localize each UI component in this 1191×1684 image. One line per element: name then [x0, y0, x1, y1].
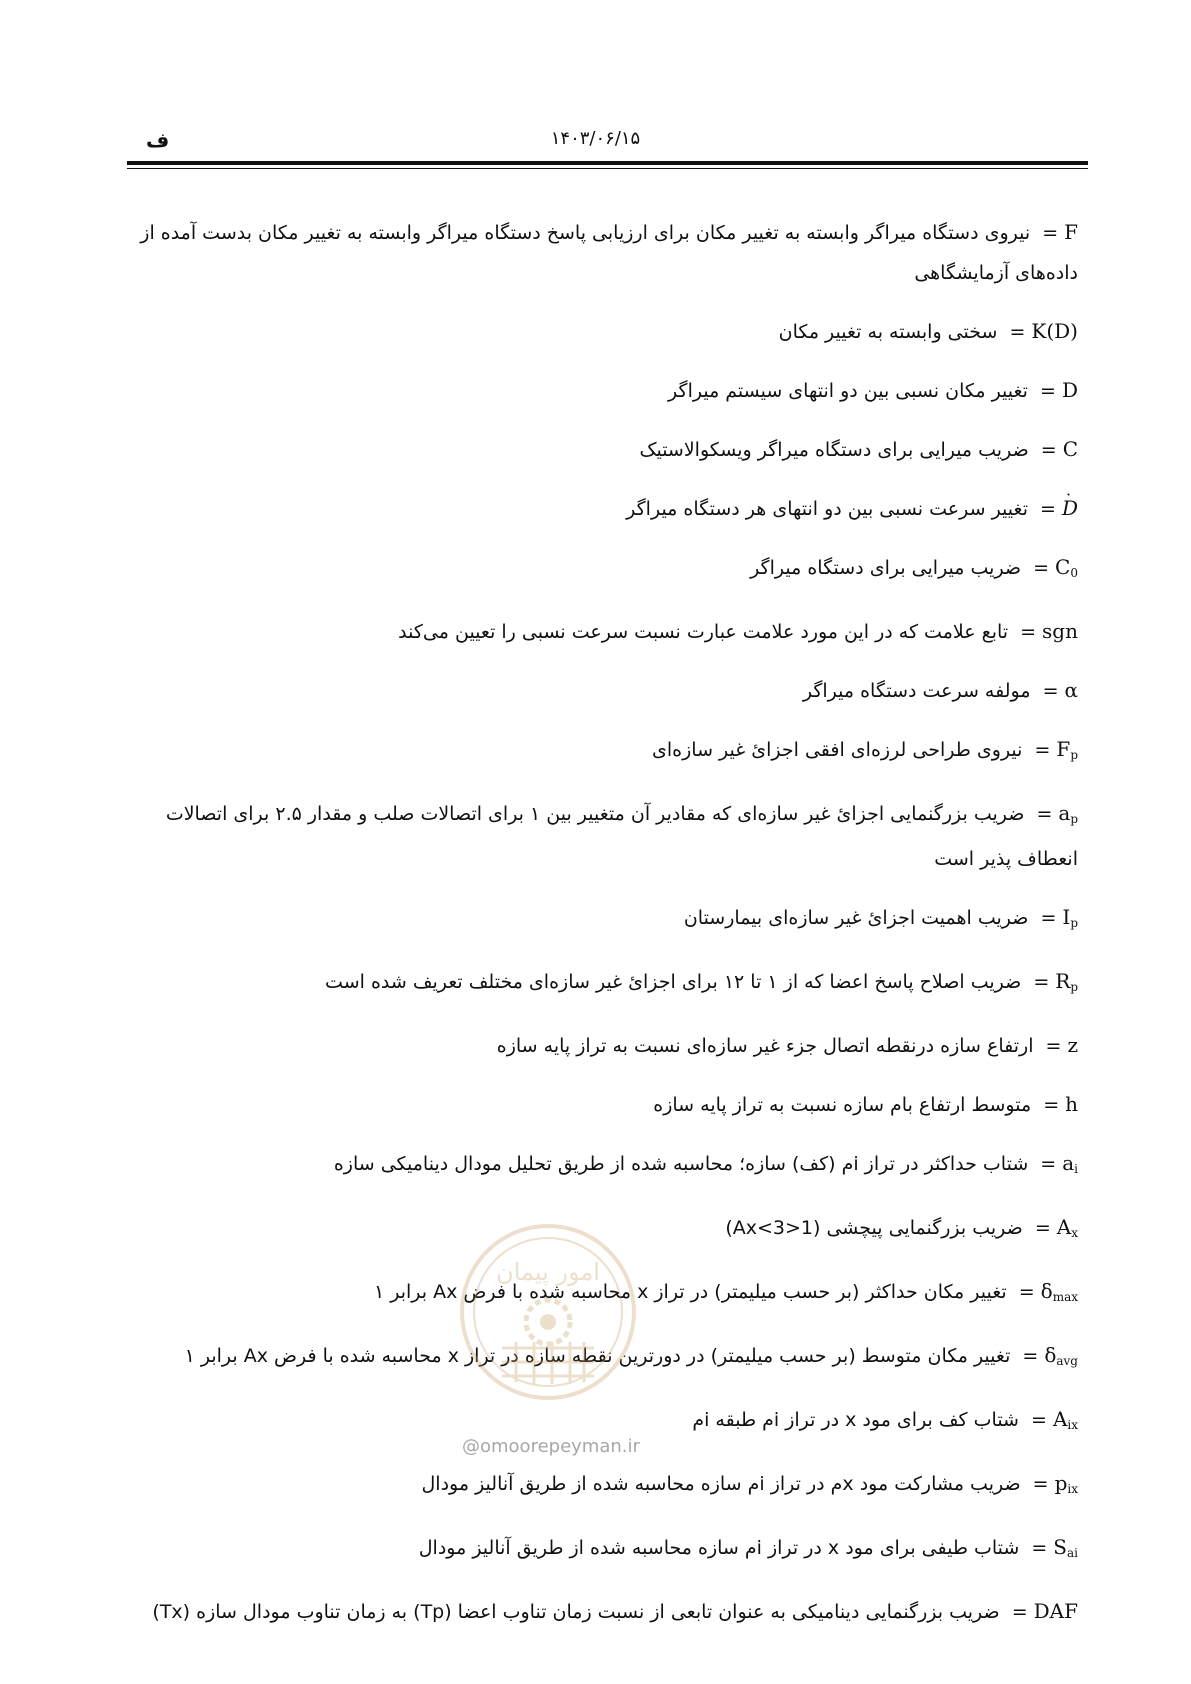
symbol: K(D) [1031, 319, 1078, 343]
symbol: $A_x$ [1056, 1215, 1078, 1240]
definition-sai: $S_{ai}=$ شتاب طیفی برای مود x در تراز iم سازه محاسبه شده از طریق آنالیز مودال [140, 1527, 1078, 1573]
definition-daf: DAF= ضریب بزرگنمایی دینامیکی به عنوان تابعی از نسبت زمان تناوب اعضا (Tp) به زمان تناوب مودال سازه (Tx) [140, 1591, 1078, 1632]
definition-text: مولفه سرعت دستگاه میراگر [802, 680, 1031, 702]
symbol: F [1064, 220, 1078, 244]
definition-text: ارتفاع سازه درنقطه اتصال جزء غیر سازه‌ای نسبت به تراز پایه سازه [496, 1035, 1034, 1057]
symbol: $a_p$ [1058, 801, 1078, 826]
definition-text: نیروی طراحی لرزه‌ای افقی اجزائ غیر سازه‌ای [652, 739, 1023, 761]
definition-ai: $a_i=$ شتاب حداکثر در تراز iم (کف) سازه؛ محاسبه شده از طریق تحلیل مودال دینامیکی سازه [140, 1143, 1078, 1189]
definition-text: تابع علامت که در این مورد علامت عبارت نسبت سرعت نسبی را تعیین می‌کند [398, 621, 1009, 643]
definition-text: ضریب اهمیت اجزائ غیر سازه‌ای بیمارستان [683, 907, 1029, 929]
definition-sgn: sgn= تابع علامت که در این مورد علامت عبارت نسبت سرعت نسبی را تعیین می‌کند [140, 611, 1078, 652]
definition-ap: $a_p=$ ضریب بزرگنمایی اجزائ غیر سازه‌ای که مقادیر آن متغییر بین ۱ برای اتصالات صلب و مقدار ۲.۵ برای اتصالات انعطاف پذیر است [140, 793, 1078, 879]
definition-text: ضریب میرایی برای دستگاه میراگر [750, 557, 1022, 579]
definitions-list [140, 212, 1078, 1632]
definition-ip: $I_p=$ ضریب اهمیت اجزائ غیر سازه‌ای بیمارستان [140, 897, 1078, 943]
definition-h: h= متوسط ارتفاع بام سازه نسبت به تراز پایه سازه [140, 1084, 1078, 1125]
symbol: $\delta_{max}$ [1040, 1279, 1078, 1304]
definition-text: شتاب کف برای مود x در تراز iم طبقه iم [692, 1409, 1019, 1431]
definition-c: C= ضریب میرایی برای دستگاه میراگر ویسکوالاستیک [140, 429, 1078, 470]
symbol: h [1065, 1092, 1078, 1116]
definition-delta-avg: $\delta_{avg}=$ تغییر مکان متوسط (بر حسب میلیمتر) در دورترین نقطه سازه در تراز x محاسبه شده با فرض Ax برابر ۱ [140, 1335, 1078, 1381]
symbol: α [1064, 678, 1078, 702]
symbol: $\delta_{avg}$ [1044, 1343, 1078, 1368]
definition-c0: $C_0=$ ضریب میرایی برای دستگاه میراگر [140, 547, 1078, 593]
definition-f: F= نیروی دستگاه میراگر وابسته به تغییر مکان برای ارزیابی پاسخ دستگاه میراگر وابسته به تغییر مکان بدست آمده از داده‌های آزمایشگاهی [140, 212, 1078, 293]
header-left-mark: ف [146, 128, 170, 152]
watermark-at-icon: @ [462, 1436, 480, 1457]
symbol: $p_{ix}$ [1054, 1471, 1078, 1496]
watermark-seal-text: امور پیمان [496, 1258, 600, 1286]
definition-text: ضریب مشارکت مود xم در تراز iم سازه محاسبه شده از طریق آنالیز مودال [421, 1473, 1021, 1495]
definition-text: ضریب میرایی برای دستگاه میراگر ویسکوالاستیک [639, 439, 1029, 461]
definition-text: ضریب بزرگنمایی اجزائ غیر سازه‌ای که مقادیر آن متغییر بین ۱ برای اتصالات صلب و مقدار ۲.۵ برای اتصالات انعطاف پذیر است [165, 803, 1078, 870]
symbol: D [1061, 378, 1078, 402]
symbol: DAF [1033, 1599, 1078, 1623]
symbol: $a_i$ [1062, 1151, 1078, 1176]
symbol: sgn [1042, 619, 1078, 643]
symbol: $C_0$ [1055, 555, 1078, 580]
definition-text: شتاب طیفی برای مود x در تراز iم سازه محاسبه شده از طریق آنالیز مودال [418, 1537, 1020, 1559]
definition-alpha: α= مولفه سرعت دستگاه میراگر [140, 670, 1078, 711]
definition-text: متوسط ارتفاع بام سازه نسبت به تراز پایه سازه [653, 1094, 1032, 1116]
definition-fp: $F_p=$ نیروی طراحی لرزه‌ای افقی اجزائ غیر سازه‌ای [140, 729, 1078, 775]
symbol: z [1067, 1033, 1078, 1057]
definition-text: تغییر مکان متوسط (بر حسب میلیمتر) در دورترین نقطه سازه در تراز x محاسبه شده با فرض Ax برابر ۱ [184, 1345, 1011, 1367]
symbol: $R_p$ [1055, 969, 1078, 994]
definition-delta-max: $\delta_{max}=$ تغییر مکان حداکثر (بر حسب میلیمتر) در تراز x محاسبه شده با فرض Ax برابر ۱ [140, 1271, 1078, 1317]
definition-text: ضریب بزرگنمایی پیچشی (1<Ax<3) [725, 1217, 1023, 1239]
symbol: $I_p$ [1062, 905, 1078, 930]
symbol: C [1062, 437, 1078, 461]
definition-aix: $A_{ix}=$ شتاب کف برای مود x در تراز iم طبقه iم [140, 1399, 1078, 1445]
watermark-site-text: @omoorepeyman.ir [462, 1436, 640, 1457]
symbol-d-dot: D ˙ [1062, 488, 1078, 528]
definition-d: D= تغییر مکان نسبی بین دو انتهای سیستم میراگر [140, 370, 1078, 411]
header-rule-thin [127, 168, 1088, 169]
definition-text: شتاب حداکثر در تراز iم (کف) سازه؛ محاسبه شده از طریق تحلیل مودال دینامیکی سازه [333, 1153, 1029, 1175]
header-date: ۱۴۰۳/۰۶/۱۵ [550, 128, 641, 149]
header-rule-thick [127, 161, 1088, 165]
definition-text: تغییر مکان حداکثر (بر حسب میلیمتر) در تراز x محاسبه شده با فرض Ax برابر ۱ [373, 1281, 1007, 1303]
definition-z: z= ارتفاع سازه درنقطه اتصال جزء غیر سازه‌ای نسبت به تراز پایه سازه [140, 1025, 1078, 1066]
definition-text: تغییر مکان نسبی بین دو انتهای سیستم میراگر [668, 380, 1028, 402]
definition-rp: $R_p=$ ضریب اصلاح پاسخ اعضا که از ۱ تا ۱۲ برای اجزائ غیر سازه‌ای مختلف تعریف شده است [140, 961, 1078, 1007]
symbol: $F_p$ [1056, 737, 1078, 762]
definition-text: نیروی دستگاه میراگر وابسته به تغییر مکان برای ارزیابی پاسخ دستگاه میراگر وابسته به تغییر مکان بدست آمده از داده‌های آزمایشگاهی [140, 222, 1078, 284]
definition-text: ضریب اصلاح پاسخ اعضا که از ۱ تا ۱۲ برای اجزائ غیر سازه‌ای مختلف تعریف شده است [325, 971, 1022, 993]
definition-d-dot: D ˙= تغییر سرعت نسبی بین دو انتهای هر دستگاه میراگر [140, 488, 1078, 529]
symbol: $S_{ai}$ [1053, 1535, 1078, 1560]
definition-k-d: K(D)= سختی وابسته به تغییر مکان [140, 311, 1078, 352]
definition-text: سختی وابسته به تغییر مکان [778, 321, 998, 343]
symbol: $A_{ix}$ [1052, 1407, 1078, 1432]
definition-text: تغییر سرعت نسبی بین دو انتهای هر دستگاه میراگر [626, 498, 1028, 520]
definition-text: ضریب بزرگنمایی دینامیکی به عنوان تابعی از نسبت زمان تناوب اعضا (Tp) به زمان تناوب مودال سازه (Tx) [152, 1601, 1000, 1623]
definition-ax: $A_x=$ ضریب بزرگنمایی پیچشی (1<Ax<3) [140, 1207, 1078, 1253]
definition-pix: $p_{ix}=$ ضریب مشارکت مود xم در تراز iم سازه محاسبه شده از طریق آنالیز مودال [140, 1463, 1078, 1509]
